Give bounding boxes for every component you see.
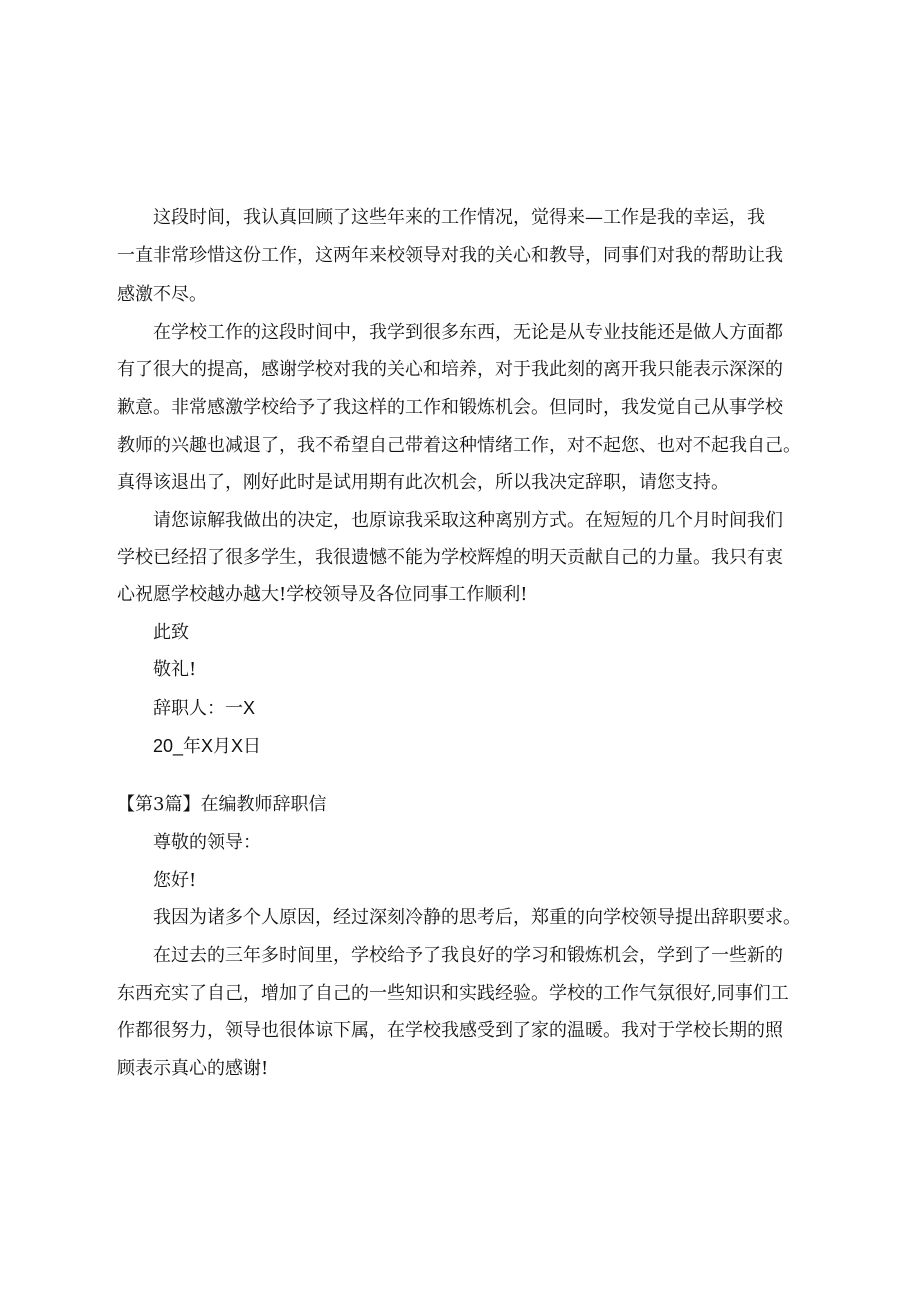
paragraph-line: 这段时间，我认真回顾了这些年来的工作情况，觉得来—工作是我的幸运，我 (153, 207, 765, 228)
paragraph-line: 教师的兴趣也减退了，我不希望自己带着这种情绪工作，对不起您、也对不起我自己。 (117, 435, 801, 456)
date-line: 20_年X月X日 (153, 736, 262, 756)
signature-line: 辞职人：一X (153, 698, 256, 718)
greeting-line: 您好! (153, 870, 197, 891)
paragraph-line: 在过去的三年多时间里，学校给予了我良好的学习和锻炼机会，学到了一些新的 (153, 945, 783, 966)
closing-line: 此致 (153, 622, 189, 643)
paragraph-line: 作都很努力，领导也很体谅下属，在学校我感受到了家的温暖。我对于学校长期的照 (117, 1020, 783, 1041)
salutation-line: 尊敬的领导： (153, 832, 261, 853)
paragraph-line: 我因为诸多个人原因，经过深刻冷静的思考后，郑重的向学校领导提出辞职要求。 (153, 907, 801, 928)
paragraph-line: 在学校工作的这段时间中，我学到很多东西，无论是从专业技能还是做人方面都 (153, 322, 783, 343)
paragraph-line: 请您谅解我做出的决定，也原谅我采取这种离别方式。在短短的几个月时间我们 (153, 510, 783, 531)
paragraph-line: 顾表示真心的感谢! (117, 1058, 269, 1079)
paragraph-line: 真得该退出了，刚好此时是试用期有此次机会，所以我决定辞职，请您支持。 (117, 472, 729, 493)
paragraph-line: 感激不尽。 (117, 284, 207, 305)
paragraph-line: 心祝愿学校越办越大!学校领导及各位同事工作顺利! (117, 584, 528, 605)
paragraph-line: 东西充实了自己，增加了自己的一些知识和实践经验。学校的工作气氛很好,同事们工 (117, 983, 789, 1004)
paragraph-line: 学校已经招了很多学生，我很遗憾不能为学校辉煌的明天贡献自己的力量。我只有衷 (117, 547, 783, 568)
paragraph-line: 歉意。非常感激学校给予了我这样的工作和锻炼机会。但同时，我发觉自己从事学校 (117, 397, 783, 418)
paragraph-line: 一直非常珍惜这份工作，这两年来校领导对我的关心和教导，同事们对我的帮助让我 (117, 245, 783, 266)
section-heading: 【第3篇】在编教师辞职信 (117, 794, 327, 815)
closing-line: 敬礼! (153, 659, 197, 680)
paragraph-line: 有了很大的提高，感谢学校对我的关心和培养，对于我此刻的离开我只能表示深深的 (117, 359, 783, 380)
